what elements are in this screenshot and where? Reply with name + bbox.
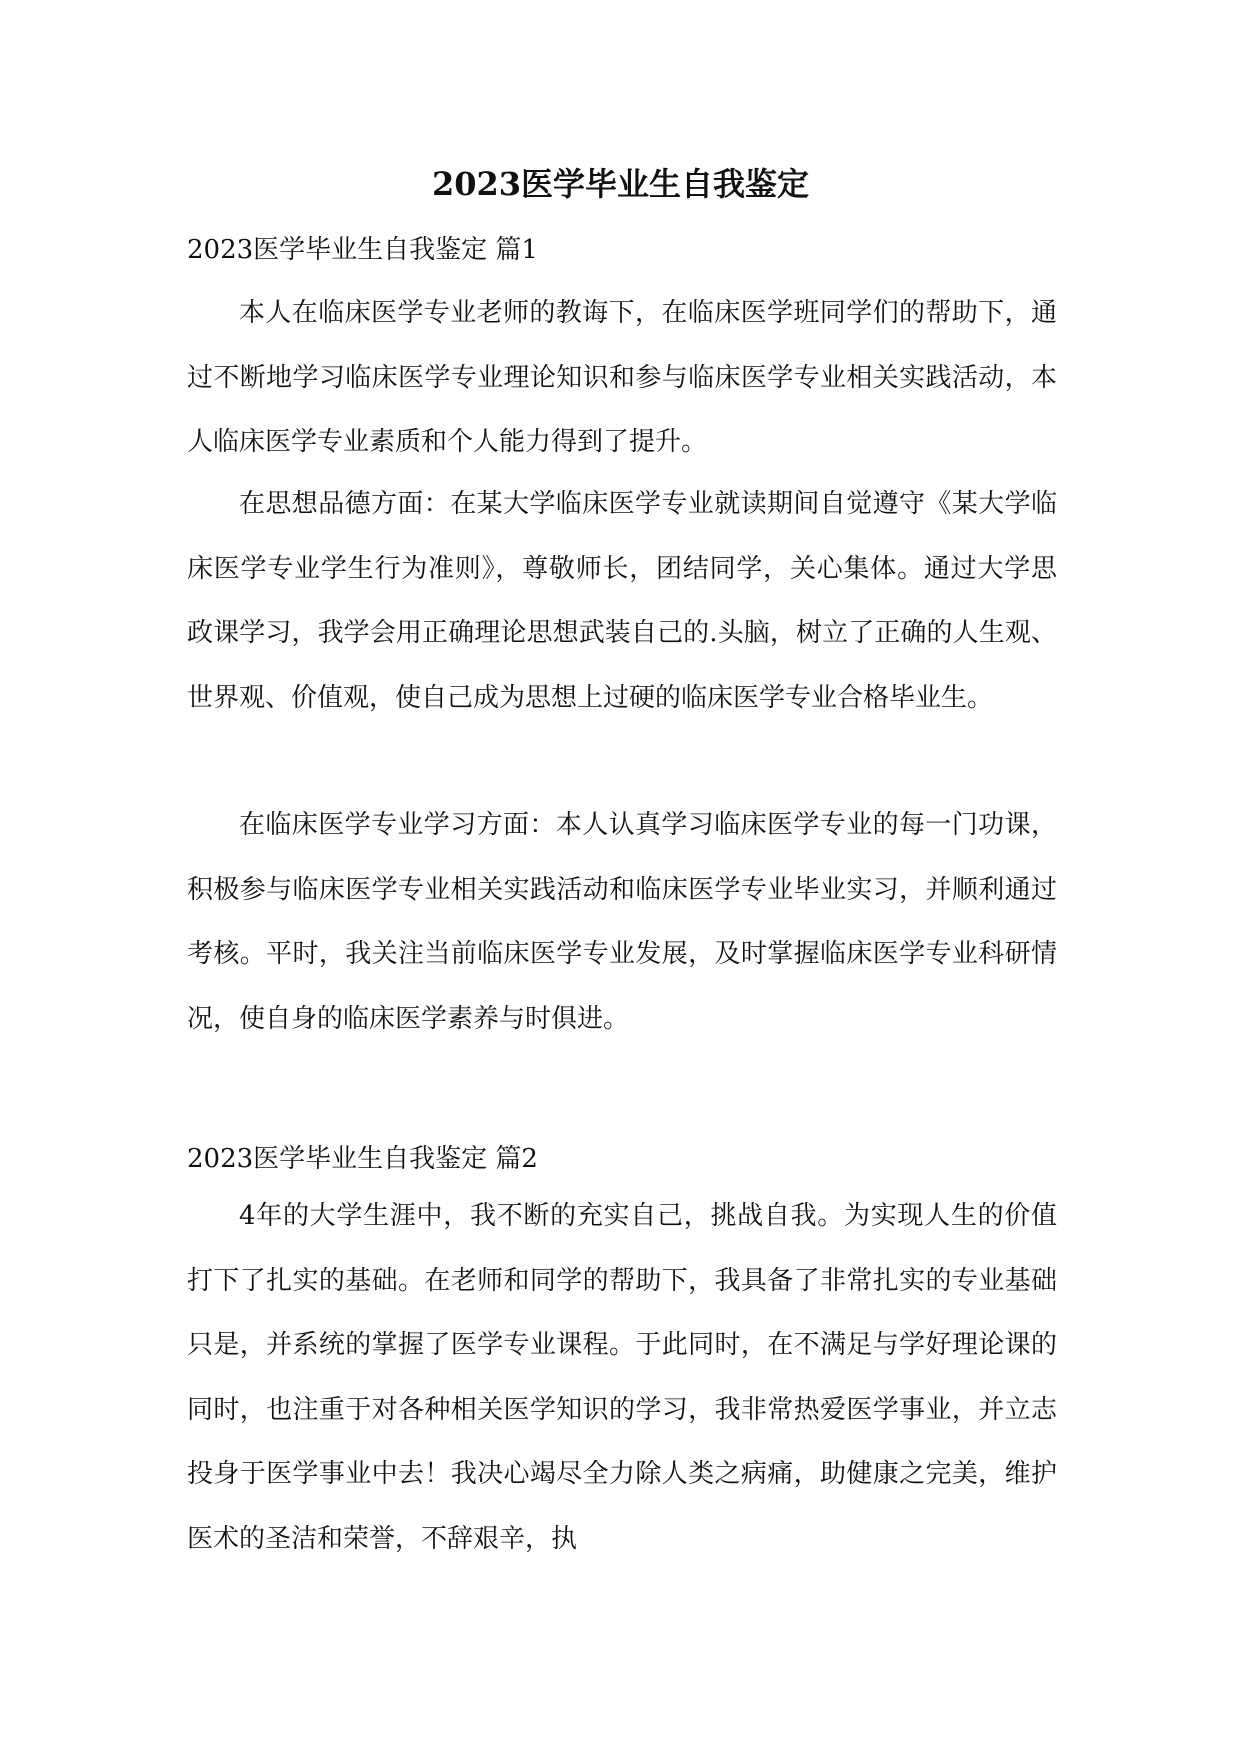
section-1-paragraph-1: 本人在临床医学专业老师的教诲下，在临床医学班同学们的帮助下，通过不断地学习临床医学专业理论知识和参与临床医学专业相关实践活动，本人临床医学专业素质和个人能力得到了提升。 [187,298,1057,457]
document-title: 2023医学毕业生自我鉴定 [431,165,810,203]
section-1-paragraph-3: 在临床医学专业学习方面：本人认真学习临床医学专业的每一门功课，积极参与临床医学专业相关实践活动和临床医学专业毕业实习，并顺利通过考核。平时，我关注当前临床医学专业发展，及时掌握临床医学专业科研情况，使自身的临床医学素养与时俱进。 [187,810,1057,1034]
section-1-paragraph-2: 在思想品德方面：在某大学临床医学专业就读期间自觉遵守《某大学临床医学专业学生行为准则》，尊敬师长，团结同学，关心集体。通过大学思政课学习，我学会用正确理论思想武装自己的.头脑，树立了正确的人生观、世界观、价值观，使自己成为思想上过硬的临床医学专业合格毕业生。 [187,489,1057,713]
section-heading-2: 2023医学毕业生自我鉴定 篇2 [187,1144,538,1174]
section-2-paragraph-1: 4年的大学生涯中，我不断的充实自己，挑战自我。为实现人生的价值打下了扎实的基础。在老师和同学的帮助下，我具备了非常扎实的专业基础只是，并系统的掌握了医学专业课程。于此同时，在不满足与学好理论课的同时，也注重于对各种相关医学知识的学习，我非常热爱医学事业，并立志投身于医学事业中去！我决心竭尽全力除人类之病痛，助健康之完美，维护医术的圣洁和荣誉，不辞艰辛，执 [187,1201,1057,1554]
section-heading-1: 2023医学毕业生自我鉴定 篇1 [187,235,538,265]
